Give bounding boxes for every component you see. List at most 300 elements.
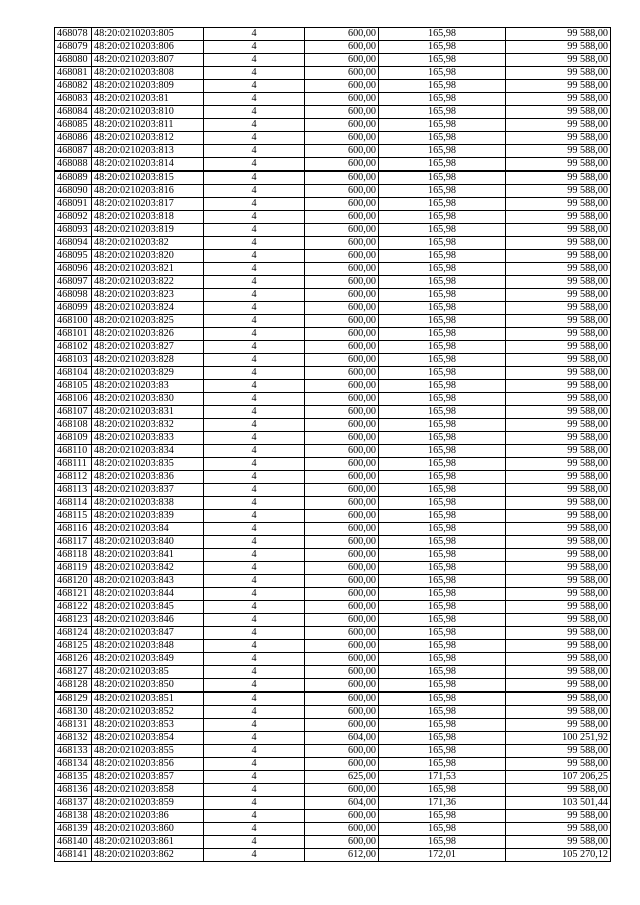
table-row	[55, 823, 611, 836]
cadastral-number-cell: 48:20:0210203:850	[92, 679, 204, 693]
record-number-cell: 468111	[55, 458, 92, 471]
area-cell: 600,00	[305, 171, 379, 185]
cadastral-value-cell: 99 588,00	[506, 263, 611, 276]
table-row	[55, 198, 611, 211]
cadastral-value-cell: 99 588,00	[506, 601, 611, 614]
category-code-cell: 4	[204, 679, 305, 693]
area-cell: 600,00	[305, 536, 379, 549]
cadastral-number-cell: 48:20:0210203:805	[92, 28, 204, 41]
table-row	[55, 276, 611, 289]
cadastral-value-cell: 99 588,00	[506, 627, 611, 640]
cadastral-value-cell: 103 501,44	[506, 797, 611, 810]
unit-value-cell: 165,98	[379, 41, 506, 54]
table-row	[55, 562, 611, 575]
cadastral-number-cell: 48:20:0210203:852	[92, 706, 204, 719]
cadastral-value-cell: 105 270,12	[506, 849, 611, 862]
table-row	[55, 849, 611, 862]
area-cell: 600,00	[305, 211, 379, 224]
table-row	[55, 132, 611, 145]
area-cell: 600,00	[305, 263, 379, 276]
cadastral-number-cell: 48:20:0210203:846	[92, 614, 204, 627]
table-row	[55, 328, 611, 341]
cadastral-number-cell: 48:20:0210203:808	[92, 67, 204, 80]
cadastral-value-cell: 99 588,00	[506, 614, 611, 627]
cadastral-value-cell: 99 588,00	[506, 302, 611, 315]
table-row	[55, 263, 611, 276]
category-code-cell: 4	[204, 28, 305, 41]
cadastral-number-cell: 48:20:0210203:849	[92, 653, 204, 666]
record-number-cell: 468126	[55, 653, 92, 666]
table-body	[55, 28, 611, 862]
category-code-cell: 4	[204, 849, 305, 862]
table-row	[55, 640, 611, 653]
area-cell: 600,00	[305, 445, 379, 458]
unit-value-cell: 165,98	[379, 640, 506, 653]
area-cell: 604,00	[305, 732, 379, 745]
unit-value-cell: 165,98	[379, 380, 506, 393]
cadastral-number-cell: 48:20:0210203:859	[92, 797, 204, 810]
area-cell: 600,00	[305, 432, 379, 445]
cadastral-number-cell: 48:20:0210203:829	[92, 367, 204, 380]
table-row	[55, 302, 611, 315]
category-code-cell: 4	[204, 380, 305, 393]
category-code-cell: 4	[204, 797, 305, 810]
cadastral-number-cell: 48:20:0210203:807	[92, 54, 204, 67]
cadastral-value-cell: 99 588,00	[506, 406, 611, 419]
record-number-cell: 468083	[55, 93, 92, 106]
cadastral-value-cell: 99 588,00	[506, 692, 611, 706]
record-number-cell: 468089	[55, 171, 92, 185]
unit-value-cell: 165,98	[379, 445, 506, 458]
category-code-cell: 4	[204, 510, 305, 523]
cadastral-number-cell: 48:20:0210203:827	[92, 341, 204, 354]
table-row	[55, 224, 611, 237]
unit-value-cell: 165,98	[379, 692, 506, 706]
category-code-cell: 4	[204, 54, 305, 67]
unit-value-cell: 165,98	[379, 601, 506, 614]
area-cell: 600,00	[305, 67, 379, 80]
table-row	[55, 471, 611, 484]
area-cell: 600,00	[305, 106, 379, 119]
cadastral-value-cell: 99 588,00	[506, 471, 611, 484]
cadastral-value-cell: 99 588,00	[506, 67, 611, 80]
table-row	[55, 627, 611, 640]
cadastral-value-cell: 99 588,00	[506, 784, 611, 797]
record-number-cell: 468108	[55, 419, 92, 432]
record-number-cell: 468088	[55, 158, 92, 172]
table-row	[55, 745, 611, 758]
cadastral-value-cell: 99 588,00	[506, 640, 611, 653]
record-number-cell: 468128	[55, 679, 92, 693]
area-cell: 600,00	[305, 289, 379, 302]
record-number-cell: 468127	[55, 666, 92, 679]
cadastral-number-cell: 48:20:0210203:831	[92, 406, 204, 419]
unit-value-cell: 165,98	[379, 67, 506, 80]
category-code-cell: 4	[204, 106, 305, 119]
cadastral-number-cell: 48:20:0210203:845	[92, 601, 204, 614]
cadastral-number-cell: 48:20:0210203:85	[92, 666, 204, 679]
area-cell: 600,00	[305, 706, 379, 719]
unit-value-cell: 165,98	[379, 158, 506, 172]
cadastral-value-cell: 99 588,00	[506, 354, 611, 367]
category-code-cell: 4	[204, 484, 305, 497]
category-code-cell: 4	[204, 562, 305, 575]
table-row	[55, 341, 611, 354]
unit-value-cell: 165,98	[379, 119, 506, 132]
unit-value-cell: 165,98	[379, 315, 506, 328]
unit-value-cell: 165,98	[379, 758, 506, 771]
cadastral-number-cell: 48:20:0210203:842	[92, 562, 204, 575]
cadastral-value-cell: 99 588,00	[506, 106, 611, 119]
cadastral-value-cell: 99 588,00	[506, 745, 611, 758]
cadastral-number-cell: 48:20:0210203:821	[92, 263, 204, 276]
record-number-cell: 468101	[55, 328, 92, 341]
cadastral-value-cell: 99 588,00	[506, 562, 611, 575]
cadastral-value-cell: 99 588,00	[506, 171, 611, 185]
area-cell: 600,00	[305, 653, 379, 666]
cadastral-number-cell: 48:20:0210203:820	[92, 250, 204, 263]
category-code-cell: 4	[204, 836, 305, 849]
table-row	[55, 523, 611, 536]
table-row	[55, 484, 611, 497]
table-row	[55, 211, 611, 224]
category-code-cell: 4	[204, 80, 305, 93]
cadastral-value-cell: 99 588,00	[506, 588, 611, 601]
record-number-cell: 468096	[55, 263, 92, 276]
category-code-cell: 4	[204, 640, 305, 653]
table-row	[55, 406, 611, 419]
category-code-cell: 4	[204, 810, 305, 823]
table-row	[55, 784, 611, 797]
cadastral-number-cell: 48:20:0210203:855	[92, 745, 204, 758]
record-number-cell: 468117	[55, 536, 92, 549]
unit-value-cell: 165,98	[379, 237, 506, 250]
cadastral-number-cell: 48:20:0210203:851	[92, 692, 204, 706]
record-number-cell: 468082	[55, 80, 92, 93]
table-row	[55, 445, 611, 458]
area-cell: 600,00	[305, 836, 379, 849]
cadastral-number-cell: 48:20:0210203:860	[92, 823, 204, 836]
cadastral-number-cell: 48:20:0210203:83	[92, 380, 204, 393]
cadastral-value-cell: 99 588,00	[506, 510, 611, 523]
cadastral-value-cell: 99 588,00	[506, 666, 611, 679]
category-code-cell: 4	[204, 145, 305, 158]
record-number-cell: 468115	[55, 510, 92, 523]
area-cell: 600,00	[305, 458, 379, 471]
cadastral-number-cell: 48:20:0210203:818	[92, 211, 204, 224]
cadastral-number-cell: 48:20:0210203:806	[92, 41, 204, 54]
cadastral-value-cell: 99 588,00	[506, 653, 611, 666]
cadastral-value-cell: 99 588,00	[506, 484, 611, 497]
cadastral-value-cell: 99 588,00	[506, 367, 611, 380]
area-cell: 600,00	[305, 328, 379, 341]
table-row	[55, 732, 611, 745]
record-number-cell: 468098	[55, 289, 92, 302]
record-number-cell: 468105	[55, 380, 92, 393]
category-code-cell: 4	[204, 211, 305, 224]
table-row	[55, 836, 611, 849]
cadastral-value-cell: 99 588,00	[506, 758, 611, 771]
unit-value-cell: 165,98	[379, 302, 506, 315]
unit-value-cell: 171,36	[379, 797, 506, 810]
unit-value-cell: 165,98	[379, 419, 506, 432]
area-cell: 600,00	[305, 758, 379, 771]
table-row	[55, 614, 611, 627]
area-cell: 600,00	[305, 119, 379, 132]
cadastral-number-cell: 48:20:0210203:81	[92, 93, 204, 106]
record-number-cell: 468141	[55, 849, 92, 862]
unit-value-cell: 165,98	[379, 432, 506, 445]
unit-value-cell: 165,98	[379, 393, 506, 406]
record-number-cell: 468085	[55, 119, 92, 132]
area-cell: 600,00	[305, 341, 379, 354]
record-number-cell: 468130	[55, 706, 92, 719]
table-row	[55, 41, 611, 54]
cadastral-number-cell: 48:20:0210203:847	[92, 627, 204, 640]
unit-value-cell: 165,98	[379, 458, 506, 471]
cadastral-value-cell: 99 588,00	[506, 575, 611, 588]
cadastral-number-cell: 48:20:0210203:809	[92, 80, 204, 93]
area-cell: 600,00	[305, 28, 379, 41]
table-row	[55, 145, 611, 158]
cadastral-value-cell: 107 206,25	[506, 771, 611, 784]
record-number-cell: 468121	[55, 588, 92, 601]
table-row	[55, 497, 611, 510]
area-cell: 600,00	[305, 588, 379, 601]
cadastral-value-cell: 99 588,00	[506, 836, 611, 849]
unit-value-cell: 165,98	[379, 810, 506, 823]
table-row	[55, 380, 611, 393]
unit-value-cell: 165,98	[379, 484, 506, 497]
area-cell: 600,00	[305, 158, 379, 172]
category-code-cell: 4	[204, 458, 305, 471]
unit-value-cell: 165,98	[379, 588, 506, 601]
category-code-cell: 4	[204, 185, 305, 198]
unit-value-cell: 165,98	[379, 732, 506, 745]
cadastral-number-cell: 48:20:0210203:828	[92, 354, 204, 367]
table-row	[55, 185, 611, 198]
record-number-cell: 468139	[55, 823, 92, 836]
unit-value-cell: 165,98	[379, 562, 506, 575]
record-number-cell: 468079	[55, 41, 92, 54]
record-number-cell: 468119	[55, 562, 92, 575]
area-cell: 600,00	[305, 549, 379, 562]
record-number-cell: 468092	[55, 211, 92, 224]
cadastral-number-cell: 48:20:0210203:858	[92, 784, 204, 797]
table-row	[55, 289, 611, 302]
category-code-cell: 4	[204, 771, 305, 784]
unit-value-cell: 165,98	[379, 653, 506, 666]
unit-value-cell: 165,98	[379, 614, 506, 627]
category-code-cell: 4	[204, 666, 305, 679]
cadastral-value-cell: 99 588,00	[506, 28, 611, 41]
area-cell: 600,00	[305, 237, 379, 250]
area-cell: 600,00	[305, 471, 379, 484]
category-code-cell: 4	[204, 523, 305, 536]
area-cell: 600,00	[305, 823, 379, 836]
table-row	[55, 810, 611, 823]
category-code-cell: 4	[204, 445, 305, 458]
area-cell: 600,00	[305, 302, 379, 315]
record-number-cell: 468102	[55, 341, 92, 354]
cadastral-value-cell: 100 251,92	[506, 732, 611, 745]
unit-value-cell: 165,98	[379, 185, 506, 198]
category-code-cell: 4	[204, 41, 305, 54]
cadastral-number-cell: 48:20:0210203:834	[92, 445, 204, 458]
area-cell: 600,00	[305, 80, 379, 93]
cadastral-value-cell: 99 588,00	[506, 523, 611, 536]
cadastral-number-cell: 48:20:0210203:824	[92, 302, 204, 315]
area-cell: 600,00	[305, 419, 379, 432]
area-cell: 600,00	[305, 185, 379, 198]
record-number-cell: 468114	[55, 497, 92, 510]
table-row	[55, 549, 611, 562]
unit-value-cell: 165,98	[379, 224, 506, 237]
table-row	[55, 80, 611, 93]
cadastral-number-cell: 48:20:0210203:861	[92, 836, 204, 849]
cadastral-number-cell: 48:20:0210203:862	[92, 849, 204, 862]
area-cell: 600,00	[305, 393, 379, 406]
cadastral-number-cell: 48:20:0210203:812	[92, 132, 204, 145]
record-number-cell: 468084	[55, 106, 92, 119]
record-number-cell: 468091	[55, 198, 92, 211]
area-cell: 600,00	[305, 601, 379, 614]
record-number-cell: 468107	[55, 406, 92, 419]
document-page	[54, 27, 610, 862]
table-row	[55, 367, 611, 380]
record-number-cell: 468129	[55, 692, 92, 706]
unit-value-cell: 165,98	[379, 250, 506, 263]
record-number-cell: 468090	[55, 185, 92, 198]
cadastral-value-cell: 99 588,00	[506, 719, 611, 732]
area-cell: 600,00	[305, 367, 379, 380]
category-code-cell: 4	[204, 575, 305, 588]
category-code-cell: 4	[204, 706, 305, 719]
table-row	[55, 679, 611, 693]
cadastral-value-cell: 99 588,00	[506, 810, 611, 823]
record-number-cell: 468078	[55, 28, 92, 41]
category-code-cell: 4	[204, 732, 305, 745]
category-code-cell: 4	[204, 549, 305, 562]
category-code-cell: 4	[204, 250, 305, 263]
unit-value-cell: 165,98	[379, 145, 506, 158]
cadastral-number-cell: 48:20:0210203:841	[92, 549, 204, 562]
cadastral-number-cell: 48:20:0210203:823	[92, 289, 204, 302]
unit-value-cell: 165,98	[379, 666, 506, 679]
cadastral-number-cell: 48:20:0210203:816	[92, 185, 204, 198]
area-cell: 600,00	[305, 41, 379, 54]
unit-value-cell: 165,98	[379, 549, 506, 562]
cadastral-number-cell: 48:20:0210203:835	[92, 458, 204, 471]
area-cell: 600,00	[305, 198, 379, 211]
category-code-cell: 4	[204, 406, 305, 419]
category-code-cell: 4	[204, 237, 305, 250]
area-cell: 600,00	[305, 692, 379, 706]
cadastral-value-cell: 99 588,00	[506, 706, 611, 719]
unit-value-cell: 165,98	[379, 510, 506, 523]
category-code-cell: 4	[204, 315, 305, 328]
area-cell: 600,00	[305, 380, 379, 393]
cadastral-number-cell: 48:20:0210203:826	[92, 328, 204, 341]
cadastral-value-cell: 99 588,00	[506, 119, 611, 132]
unit-value-cell: 165,98	[379, 263, 506, 276]
category-code-cell: 4	[204, 588, 305, 601]
cadastral-value-cell: 99 588,00	[506, 185, 611, 198]
category-code-cell: 4	[204, 784, 305, 797]
record-number-cell: 468120	[55, 575, 92, 588]
cadastral-number-cell: 48:20:0210203:86	[92, 810, 204, 823]
cadastral-number-cell: 48:20:0210203:84	[92, 523, 204, 536]
category-code-cell: 4	[204, 93, 305, 106]
category-code-cell: 4	[204, 289, 305, 302]
category-code-cell: 4	[204, 823, 305, 836]
category-code-cell: 4	[204, 263, 305, 276]
table-row	[55, 575, 611, 588]
category-code-cell: 4	[204, 653, 305, 666]
table-row	[55, 93, 611, 106]
cadastral-value-cell: 99 588,00	[506, 341, 611, 354]
area-cell: 600,00	[305, 784, 379, 797]
area-cell: 600,00	[305, 679, 379, 693]
table-row	[55, 692, 611, 706]
area-cell: 600,00	[305, 354, 379, 367]
cadastral-number-cell: 48:20:0210203:843	[92, 575, 204, 588]
unit-value-cell: 165,98	[379, 471, 506, 484]
table-row	[55, 758, 611, 771]
record-number-cell: 468112	[55, 471, 92, 484]
cadastral-number-cell: 48:20:0210203:819	[92, 224, 204, 237]
category-code-cell: 4	[204, 614, 305, 627]
cadastral-number-cell: 48:20:0210203:825	[92, 315, 204, 328]
cadastral-value-cell: 99 588,00	[506, 497, 611, 510]
unit-value-cell: 165,98	[379, 211, 506, 224]
table-row	[55, 54, 611, 67]
table-row	[55, 536, 611, 549]
unit-value-cell: 165,98	[379, 536, 506, 549]
table-row	[55, 458, 611, 471]
unit-value-cell: 165,98	[379, 289, 506, 302]
category-code-cell: 4	[204, 627, 305, 640]
cadastral-number-cell: 48:20:0210203:856	[92, 758, 204, 771]
unit-value-cell: 165,98	[379, 523, 506, 536]
cadastral-number-cell: 48:20:0210203:839	[92, 510, 204, 523]
area-cell: 600,00	[305, 510, 379, 523]
cadastral-number-cell: 48:20:0210203:832	[92, 419, 204, 432]
area-cell: 600,00	[305, 575, 379, 588]
area-cell: 600,00	[305, 666, 379, 679]
area-cell: 600,00	[305, 132, 379, 145]
unit-value-cell: 165,98	[379, 575, 506, 588]
unit-value-cell: 165,98	[379, 836, 506, 849]
area-cell: 600,00	[305, 562, 379, 575]
category-code-cell: 4	[204, 276, 305, 289]
record-number-cell: 468135	[55, 771, 92, 784]
cadastral-value-cell: 99 588,00	[506, 823, 611, 836]
category-code-cell: 4	[204, 393, 305, 406]
unit-value-cell: 165,98	[379, 171, 506, 185]
table-row	[55, 354, 611, 367]
unit-value-cell: 165,98	[379, 198, 506, 211]
cadastral-value-cell: 99 588,00	[506, 132, 611, 145]
unit-value-cell: 165,98	[379, 823, 506, 836]
record-number-cell: 468103	[55, 354, 92, 367]
table-row	[55, 28, 611, 41]
category-code-cell: 4	[204, 601, 305, 614]
record-number-cell: 468080	[55, 54, 92, 67]
unit-value-cell: 165,98	[379, 406, 506, 419]
cadastral-value-cell: 99 588,00	[506, 198, 611, 211]
category-code-cell: 4	[204, 341, 305, 354]
